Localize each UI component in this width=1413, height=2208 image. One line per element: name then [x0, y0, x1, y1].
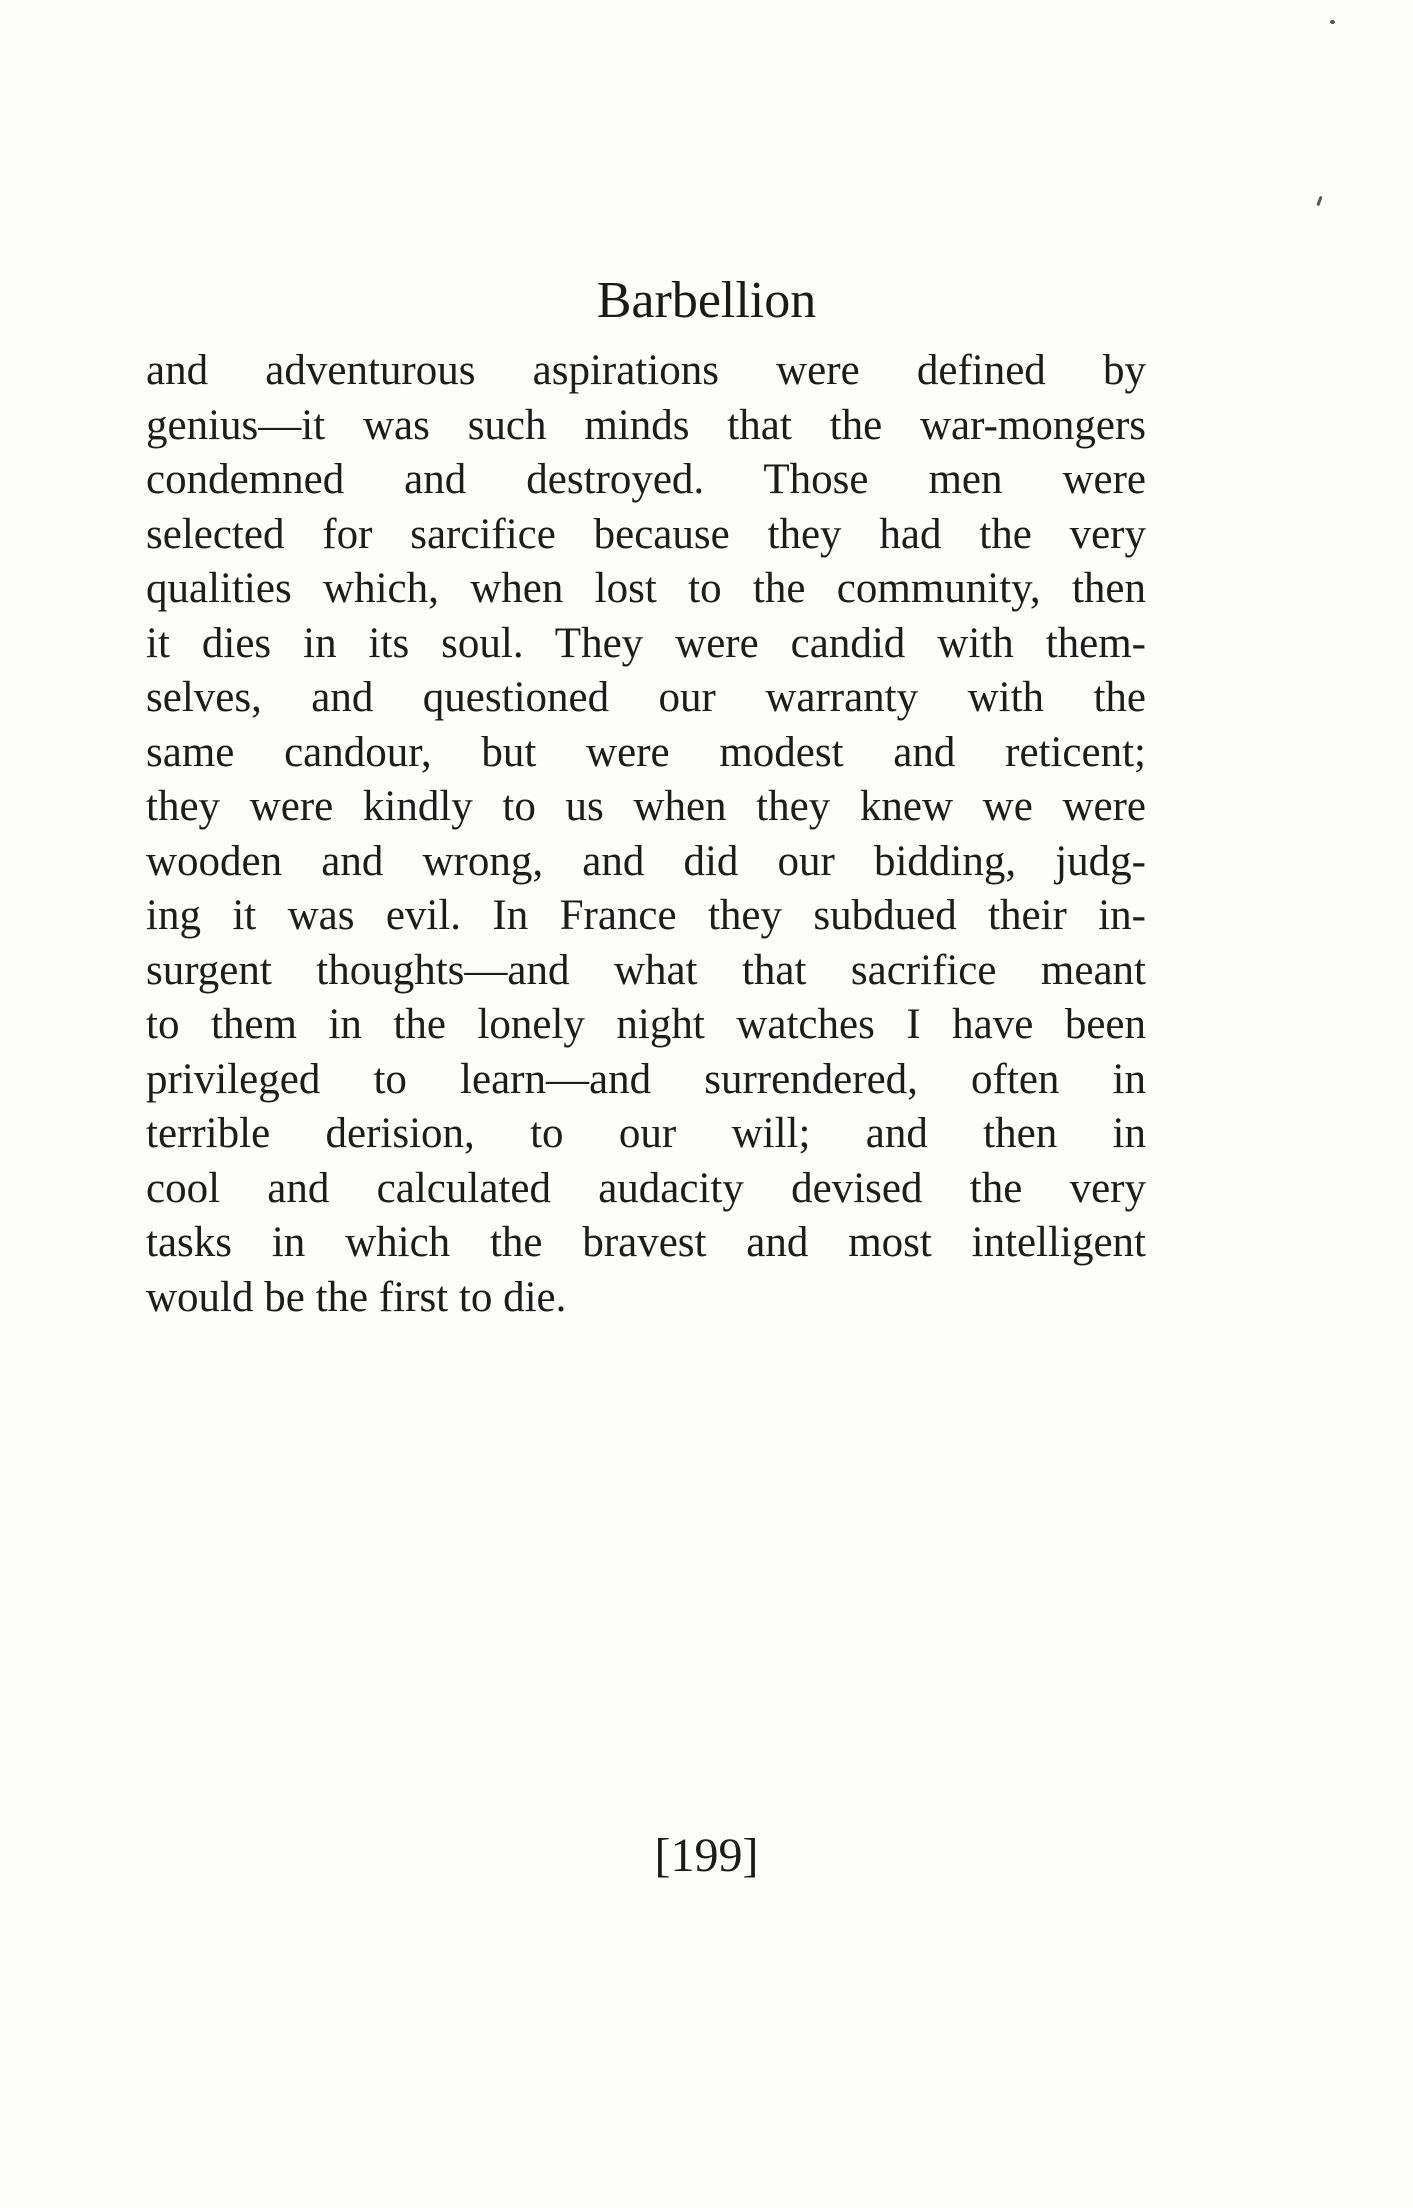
- text-line: terrible derision, to our will; and then in: [146, 1110, 1146, 1157]
- page-number: [199]: [654, 1829, 759, 1882]
- text-line: cool and calculated audacity devised the very: [146, 1164, 1146, 1212]
- text-line: they were kindly to us when they knew we were: [146, 783, 1146, 830]
- text-line: ing it was evil. In France they subdued their in-: [146, 892, 1146, 939]
- text-line: wooden and wrong, and did our bidding, judg-: [146, 837, 1146, 885]
- text-line: privileged to learn—and surrendered, often in: [146, 1055, 1146, 1103]
- text-line: and adventurous aspirations were defined by: [146, 347, 1146, 394]
- ink-speck: [1330, 20, 1335, 24]
- text-line: tasks in which the bravest and most intelligent: [146, 1219, 1146, 1266]
- text-line: condemned and destroyed. Those men were: [146, 456, 1146, 503]
- text-line: selves, and questioned our warranty with the: [146, 674, 1146, 721]
- text-line: it dies in its soul. They were candid with them-: [146, 619, 1146, 667]
- text-line: surgent thoughts—and what that sacrifice meant: [146, 946, 1146, 994]
- body-text: [146, 344, 1146, 1325]
- text-line: selected for sarcifice because they had the very: [146, 510, 1146, 558]
- text-line: same candour, but were modest and reticent;: [146, 728, 1146, 776]
- ink-speck: [1316, 196, 1322, 206]
- text-line: would be the first to die.: [146, 1273, 567, 1321]
- text-line: qualities which, when lost to the community, then: [146, 565, 1146, 612]
- running-head: Barbellion: [596, 272, 817, 329]
- text-line: genius—it was such minds that the war-mongers: [146, 401, 1146, 449]
- text-line: to them in the lonely night watches I have been: [146, 1001, 1146, 1048]
